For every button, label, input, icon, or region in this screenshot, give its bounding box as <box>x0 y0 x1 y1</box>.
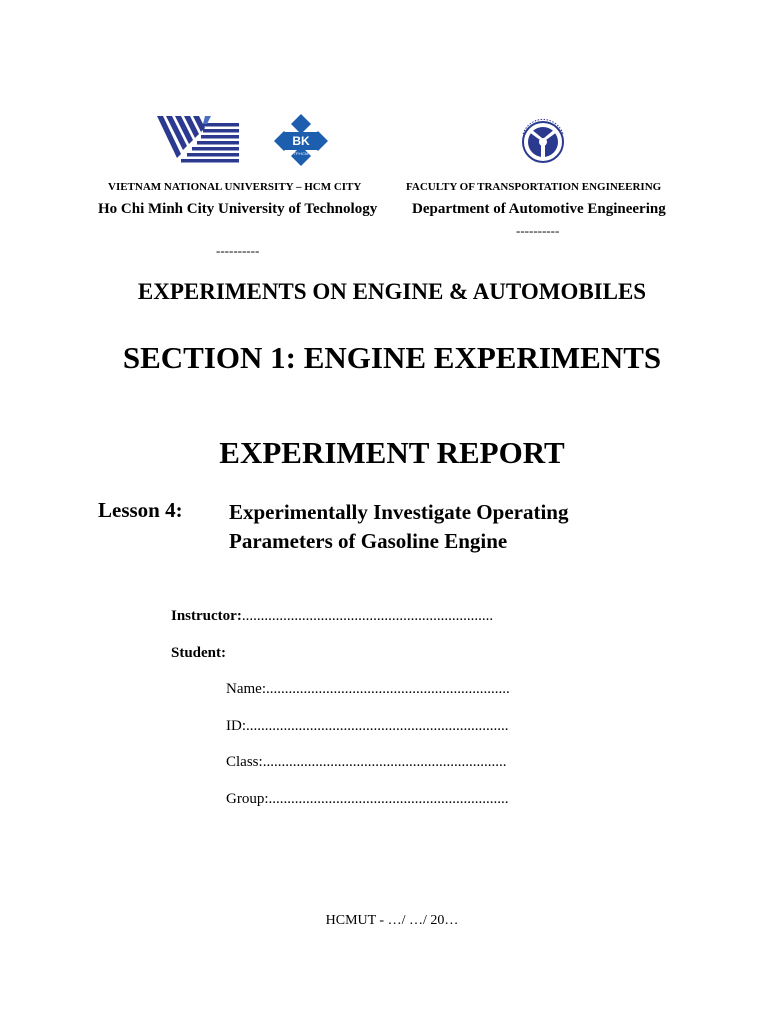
id-label: ID: <box>226 718 246 734</box>
id-field <box>226 718 509 735</box>
footer-date: HCMUT - …/ …/ 20… <box>325 913 459 928</box>
separator-left: ---------- <box>216 243 260 258</box>
report-title: EXPERIMENT REPORT <box>219 435 565 470</box>
group-dots: ................................................................ <box>268 791 509 807</box>
separator-right: ---------- <box>516 223 560 238</box>
lesson-label: Lesson 4: <box>98 498 183 522</box>
university-name: VIETNAM NATIONAL UNIVERSITY – HCM CITY <box>108 181 362 193</box>
vnu-logo-icon <box>157 114 239 164</box>
class-label: Class: <box>226 754 263 770</box>
group-field <box>226 791 509 808</box>
class-field <box>226 754 506 771</box>
group-label: Group: <box>226 791 269 807</box>
course-title: EXPERIMENTS ON ENGINE & AUTOMOBILES <box>137 279 647 304</box>
department-name: Department of Automotive Engineering <box>412 201 666 217</box>
school-name: Ho Chi Minh City University of Technology <box>98 201 378 217</box>
section-title: SECTION 1: ENGINE EXPERIMENTS <box>122 340 662 375</box>
name-label: Name: <box>226 681 266 697</box>
bk-logo-icon <box>274 114 328 166</box>
lesson-title: Experimentally Investigate Operating Parameters of Gasoline Engine <box>229 500 569 553</box>
id-dots: ...................................................................... <box>246 718 509 734</box>
bk-logo-text: BK <box>292 134 310 148</box>
faculty-logo-icon <box>519 112 567 166</box>
faculty-name: FACULTY OF TRANSPORTATION ENGINEERING <box>406 181 662 193</box>
class-dots: ................................................................. <box>262 754 507 770</box>
student-label: Student: <box>171 645 227 661</box>
bk-logo-subtext: TP.HCM <box>293 151 309 156</box>
instructor-dots: ................................................................... <box>241 608 494 624</box>
name-dots: ................................................................. <box>265 681 510 697</box>
name-field <box>226 681 510 698</box>
instructor-label: Instructor: <box>171 608 242 624</box>
instructor-field <box>171 608 493 625</box>
